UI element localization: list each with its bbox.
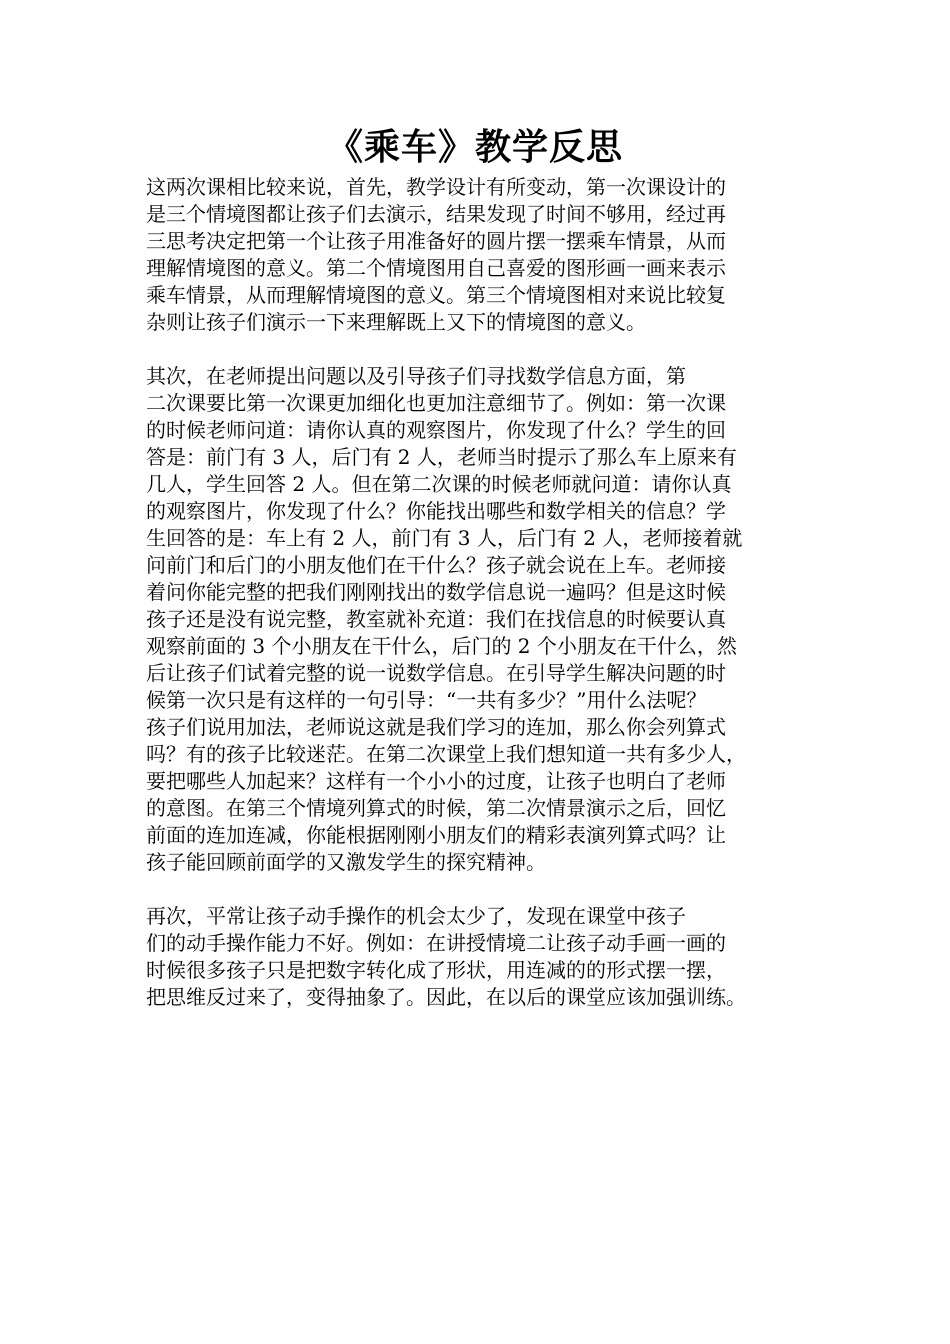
paragraph-3: 再次，平常让孩子动手操作的机会太少了，发现在课堂中孩子 们的动手操作能力不好。例如：在讲授情境二让孩子动手画一画的 时候很多孩子只是把数字转化成了形状，用连减的的形式摆一摆， 把思维反过来了，变得抽象了。因此，在以后的课堂应该加强训练。 [146, 904, 746, 1009]
document-title: 《乘车》教学反思 [326, 126, 623, 168]
paragraph-2: 其次，在老师提出问题以及引导孩子们寻找数学信息方面，第 二次课要比第一次课更加细化也更加注意细节了。例如：第一次课 的时候老师问道：请你认真的观察图片，你发现了什么？学生的回 答是：前门有 3 人，后门有 2 人，老师当时提示了那么车上原来有 几人，学生回答 2 人。但在第二次课的时候老师就问道：请你认真 的观察图片，你发现了什么？你能找出哪些和数学相关的信息？学 生回答的是：车上有 2 人，前门有 3 人，后门有 2 人，老师接着就 问前门和后门的小朋友他们在干什么？孩子就会说在上车。老师接 着问你能完整的把我们刚刚找出的数学信息说一遍吗？但是这时候 孩子还是没有说完整，教室就补充道：我们在找信息的时候要认真 观察前面的 3 个小朋友在干什么，后门的 2 个小朋友在干什么，然 后让孩子们试着完整的说一说数学信息。在引导学生解决问题的时 候第一次只是有这样的一句引导：“一共有多少？”用什么法呢？ 孩子们说用加法，老师说这就是我们学习的连加，那么你会列算式 吗？有的孩子比较迷茫。在第二次课堂上我们想知道一共有多少人， 要把哪些人加起来？这样有一个小小的过度，让孩子也明白了老师 的意图。在第三个情境列算式的时候，第二次情景演示之后，回忆 前面的连加连减，你能根据刚刚小朋友们的精彩表演列算式吗？让 孩子能回顾前面学的又激发学生的探究精神。 [146, 364, 746, 874]
paragraph-1: 这两次课相比较来说，首先，教学设计有所变动，第一次课设计的 是三个情境图都让孩子们去演示，结果发现了时间不够用，经过再 三思考决定把第一个让孩子用准备好的圆片摆一摆乘车情景，从而 理解情境图的意义。第二个情境图用自己喜爱的图形画一画来表示 乘车情景，从而理解情境图的意义。第三个情境图相对来说比较复 杂则让孩子们演示一下来理解既上又下的情境图的意义。 [146, 175, 726, 334]
document-body [146, 174, 826, 1011]
